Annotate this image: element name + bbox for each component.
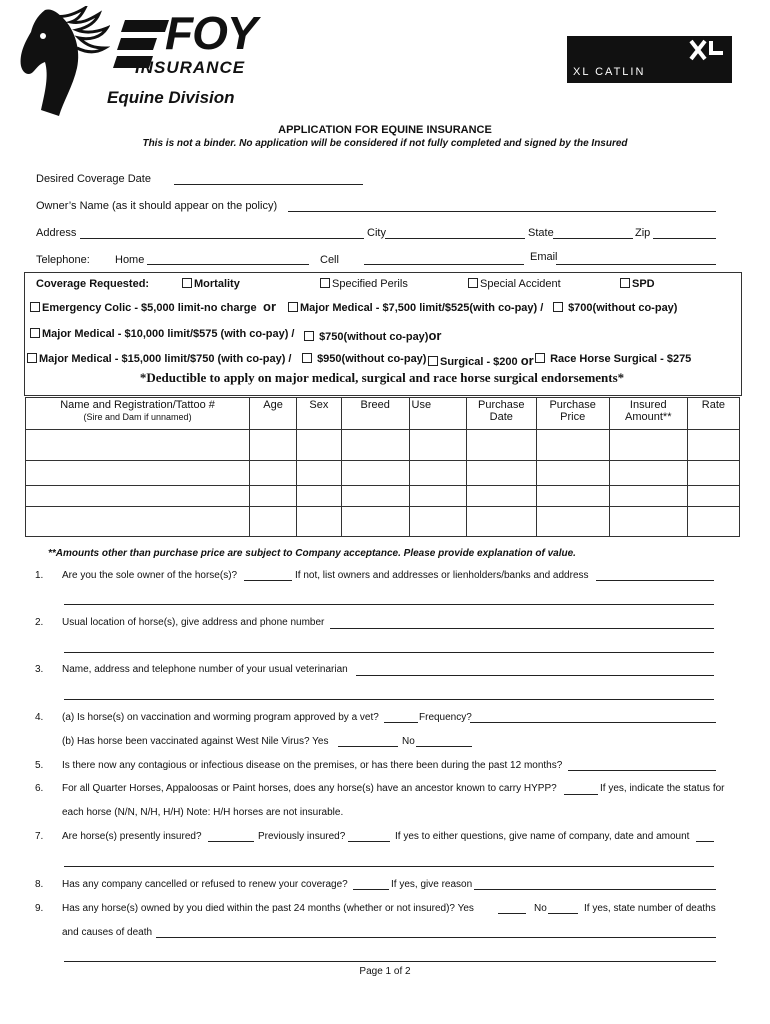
q8-number: 8. — [35, 879, 44, 890]
race-horse-surgical-option[interactable] — [535, 353, 691, 365]
surgical-label: Surgical - $200 — [440, 356, 518, 368]
q2-answer-field[interactable] — [330, 628, 714, 629]
q9-followup: If yes, state number of deaths — [584, 903, 716, 914]
zip-label: Zip — [635, 227, 651, 239]
state-label: State — [528, 227, 554, 239]
major-medical-7500-option[interactable] — [288, 302, 543, 314]
q7-number: 7. — [35, 831, 44, 842]
xl-catlin-logo — [567, 36, 732, 83]
q4b-text: (b) Has horse been vaccinated against West Nile Virus? Yes — [62, 736, 329, 747]
home-label: Home — [115, 254, 145, 266]
q9-causes-field[interactable] — [156, 937, 716, 938]
email-field[interactable] — [556, 264, 716, 265]
q2-answer-field-2[interactable] — [64, 652, 714, 653]
checkbox-icon[interactable] — [30, 328, 40, 338]
q6-answer-field[interactable] — [564, 794, 598, 795]
q2-text: Usual location of horse(s), give address and phone number — [62, 617, 325, 628]
table-row[interactable] — [26, 461, 740, 486]
checkbox-icon[interactable] — [27, 353, 37, 363]
major-medical-15000-option[interactable] — [27, 353, 291, 365]
major-medical-10000-nocopay-option[interactable] — [304, 328, 441, 343]
q9-no-field[interactable] — [548, 913, 578, 914]
coverage-date-label: Desired Coverage Date — [36, 173, 151, 185]
major-medical-15000-nocopay-label: $950(without co-pay) — [317, 353, 427, 365]
specified-perils-option[interactable] — [320, 278, 408, 290]
col-name-header — [26, 398, 250, 430]
coverage-date-field[interactable] — [174, 184, 363, 185]
special-accident-label: Special Accident — [480, 278, 561, 290]
brand-name: FOY — [165, 7, 257, 59]
cell-phone-field[interactable] — [364, 264, 524, 265]
q9-causes-field-2[interactable] — [64, 961, 716, 962]
coverage-label: Coverage Requested: — [36, 278, 150, 290]
table-row[interactable] — [26, 430, 740, 461]
or-label: or — [428, 328, 442, 343]
checkbox-icon[interactable] — [302, 353, 312, 363]
q7-company-field-2[interactable] — [64, 866, 714, 867]
checkbox-icon[interactable] — [182, 278, 192, 288]
q9-number: 9. — [35, 903, 44, 914]
emergency-colic-option[interactable] — [30, 302, 257, 314]
owner-name-label: Owner’s Name (as it should appear on the policy) — [36, 200, 278, 212]
col-purchase-price-header: Purchase Price — [536, 398, 609, 430]
q4-number: 4. — [35, 712, 44, 723]
q7-previous-field[interactable] — [348, 841, 390, 842]
q8-text: Has any company cancelled or refused to renew your coverage? — [62, 879, 348, 890]
q5-answer-field[interactable] — [568, 770, 716, 771]
q6-number: 6. — [35, 783, 44, 794]
q1-number: 1. — [35, 570, 44, 581]
cell-label: Cell — [320, 254, 339, 266]
q6-note: each horse (N/N, N/H, H/H) Note: H/H horses are not insurable. — [62, 807, 344, 818]
q7-followup: If yes to either questions, give name of company, date and amount — [395, 831, 690, 842]
foy-logo — [15, 6, 270, 118]
amount-note: **Amounts other than purchase price are subject to Company acceptance. Please provide explanation of value. — [48, 548, 576, 559]
q6-text: For all Quarter Horses, Appaloosas or Paint horses, does any horse(s) have an ancestor known to carry HYPP? — [62, 783, 557, 794]
checkbox-icon[interactable] — [468, 278, 478, 288]
checkbox-icon[interactable] — [428, 356, 438, 366]
table-header-row — [26, 398, 740, 430]
col-name-label: Name and Registration/Tattoo # — [60, 399, 215, 411]
q4a-text: (a) Is horse(s) on vaccination and worming program approved by a vet? — [62, 712, 379, 723]
major-medical-7500-nocopay-option[interactable] — [553, 302, 677, 314]
col-sex-header: Sex — [296, 398, 341, 430]
col-name-sublabel: (Sire and Dam if unnamed) — [83, 412, 192, 422]
col-insured-amount-header: Insured Amount** — [609, 398, 687, 430]
emergency-colic-label: Emergency Colic - $5,000 limit-no charge — [42, 302, 257, 314]
q4b-yes-field[interactable] — [338, 746, 398, 747]
brand-sub: INSURANCE — [135, 58, 246, 77]
q5-text: Is there now any contagious or infectious disease on the premises, or has there been during the past 12 months? — [62, 760, 563, 771]
q9-yes-field[interactable] — [498, 913, 526, 914]
q9-causes-label: and causes of death — [62, 927, 153, 938]
or-label: or — [520, 353, 534, 368]
specified-perils-label: Specified Perils — [332, 278, 408, 290]
checkbox-icon[interactable] — [30, 302, 40, 312]
checkbox-icon[interactable] — [320, 278, 330, 288]
checkbox-icon[interactable] — [288, 302, 298, 312]
q9-text: Has any horse(s) owned by you died within the past 24 months (whether or not insured)? Yes — [62, 903, 474, 914]
major-medical-7500-nocopay-label: $700(without co-pay) — [568, 302, 678, 314]
surgical-option[interactable] — [428, 353, 534, 368]
col-age-header: Age — [250, 398, 297, 430]
special-accident-option[interactable] — [468, 278, 561, 290]
form-title: APPLICATION FOR EQUINE INSURANCE — [278, 124, 492, 136]
or-label: or — [263, 299, 276, 314]
horse-table — [25, 397, 740, 537]
checkbox-icon[interactable] — [620, 278, 630, 288]
q4b-no-field[interactable] — [416, 746, 472, 747]
q7-previous-label: Previously insured? — [258, 831, 346, 842]
state-field[interactable] — [553, 238, 633, 239]
address-label: Address — [36, 227, 77, 239]
q8-followup: If yes, give reason — [391, 879, 473, 890]
q4a-frequency-field[interactable] — [470, 722, 716, 723]
major-medical-15000-label: Major Medical - $15,000 limit/$750 (with co-pay) / — [39, 353, 292, 365]
q4a-answer-field[interactable] — [384, 722, 418, 723]
q1-owners-field-2[interactable] — [64, 604, 714, 605]
table-row[interactable] — [26, 486, 740, 507]
form-subtitle: This is not a binder. No application will be considered if not fully completed and signed by the Insured — [142, 138, 628, 149]
major-medical-10000-label: Major Medical - $10,000 limit/$575 (with co-pay) / — [42, 328, 295, 340]
zip-field[interactable] — [653, 238, 716, 239]
checkbox-icon[interactable] — [304, 331, 314, 341]
major-medical-10000-nocopay-label: $750(without co-pay) — [319, 331, 429, 343]
q3-text: Name, address and telephone number of your usual veterinarian — [62, 664, 348, 675]
q1-owners-field[interactable] — [596, 580, 714, 581]
q7-text: Are horse(s) presently insured? — [62, 831, 202, 842]
horse-head-icon — [15, 6, 110, 118]
q7-company-field[interactable] — [696, 841, 714, 842]
telephone-label: Telephone: — [36, 254, 90, 266]
address-field[interactable] — [80, 238, 364, 239]
q9-no-label: No — [534, 903, 547, 914]
home-phone-field[interactable] — [147, 264, 309, 265]
q1-followup: If not, list owners and addresses or lienholders/banks and address — [295, 570, 589, 581]
q1-answer-field[interactable] — [244, 580, 292, 581]
q2-number: 2. — [35, 617, 44, 628]
table-row[interactable] — [26, 507, 740, 537]
q7-present-field[interactable] — [208, 841, 254, 842]
deductible-note: *Deductible to apply on major medical, surgical and race horse surgical endorsements* — [139, 370, 625, 385]
checkbox-icon[interactable] — [553, 302, 563, 312]
city-label: City — [367, 227, 386, 239]
q4a-frequency-label: Frequency? — [419, 712, 472, 723]
col-breed-header: Breed — [341, 398, 409, 430]
q1-text: Are you the sole owner of the horse(s)? — [62, 570, 238, 581]
spd-label: SPD — [632, 278, 655, 290]
q8-answer-field[interactable] — [353, 889, 389, 890]
race-horse-surgical-label: Race Horse Surgical - $275 — [550, 353, 692, 365]
email-label: Email — [530, 251, 558, 263]
q3-answer-field-2[interactable] — [64, 699, 714, 700]
col-rate-header: Rate — [687, 398, 739, 430]
q3-answer-field[interactable] — [356, 675, 714, 676]
q8-reason-field[interactable] — [474, 889, 716, 890]
checkbox-icon[interactable] — [535, 353, 545, 363]
q5-number: 5. — [35, 760, 44, 771]
partner-logo-text: XL CATLIN — [573, 66, 646, 78]
mortality-option[interactable] — [182, 278, 240, 290]
major-medical-15000-nocopay-option[interactable] — [302, 353, 426, 365]
page-number: Page 1 of 2 — [359, 966, 411, 977]
spd-option[interactable] — [620, 278, 655, 290]
q3-number: 3. — [35, 664, 44, 675]
col-use-header: Use — [409, 398, 466, 430]
division-title: Equine Division — [107, 88, 235, 107]
major-medical-10000-option[interactable] — [30, 328, 294, 340]
city-field[interactable] — [385, 238, 525, 239]
owner-name-field[interactable] — [288, 211, 716, 212]
xl-icon — [687, 39, 727, 69]
q4b-no-label: No — [402, 736, 415, 747]
major-medical-7500-label: Major Medical - $7,500 limit/$525(with co-pay) / — [300, 302, 544, 314]
mortality-label: Mortality — [194, 278, 240, 290]
col-purchase-date-header: Purchase Date — [466, 398, 536, 430]
q6-followup: If yes, indicate the status for — [600, 783, 725, 794]
